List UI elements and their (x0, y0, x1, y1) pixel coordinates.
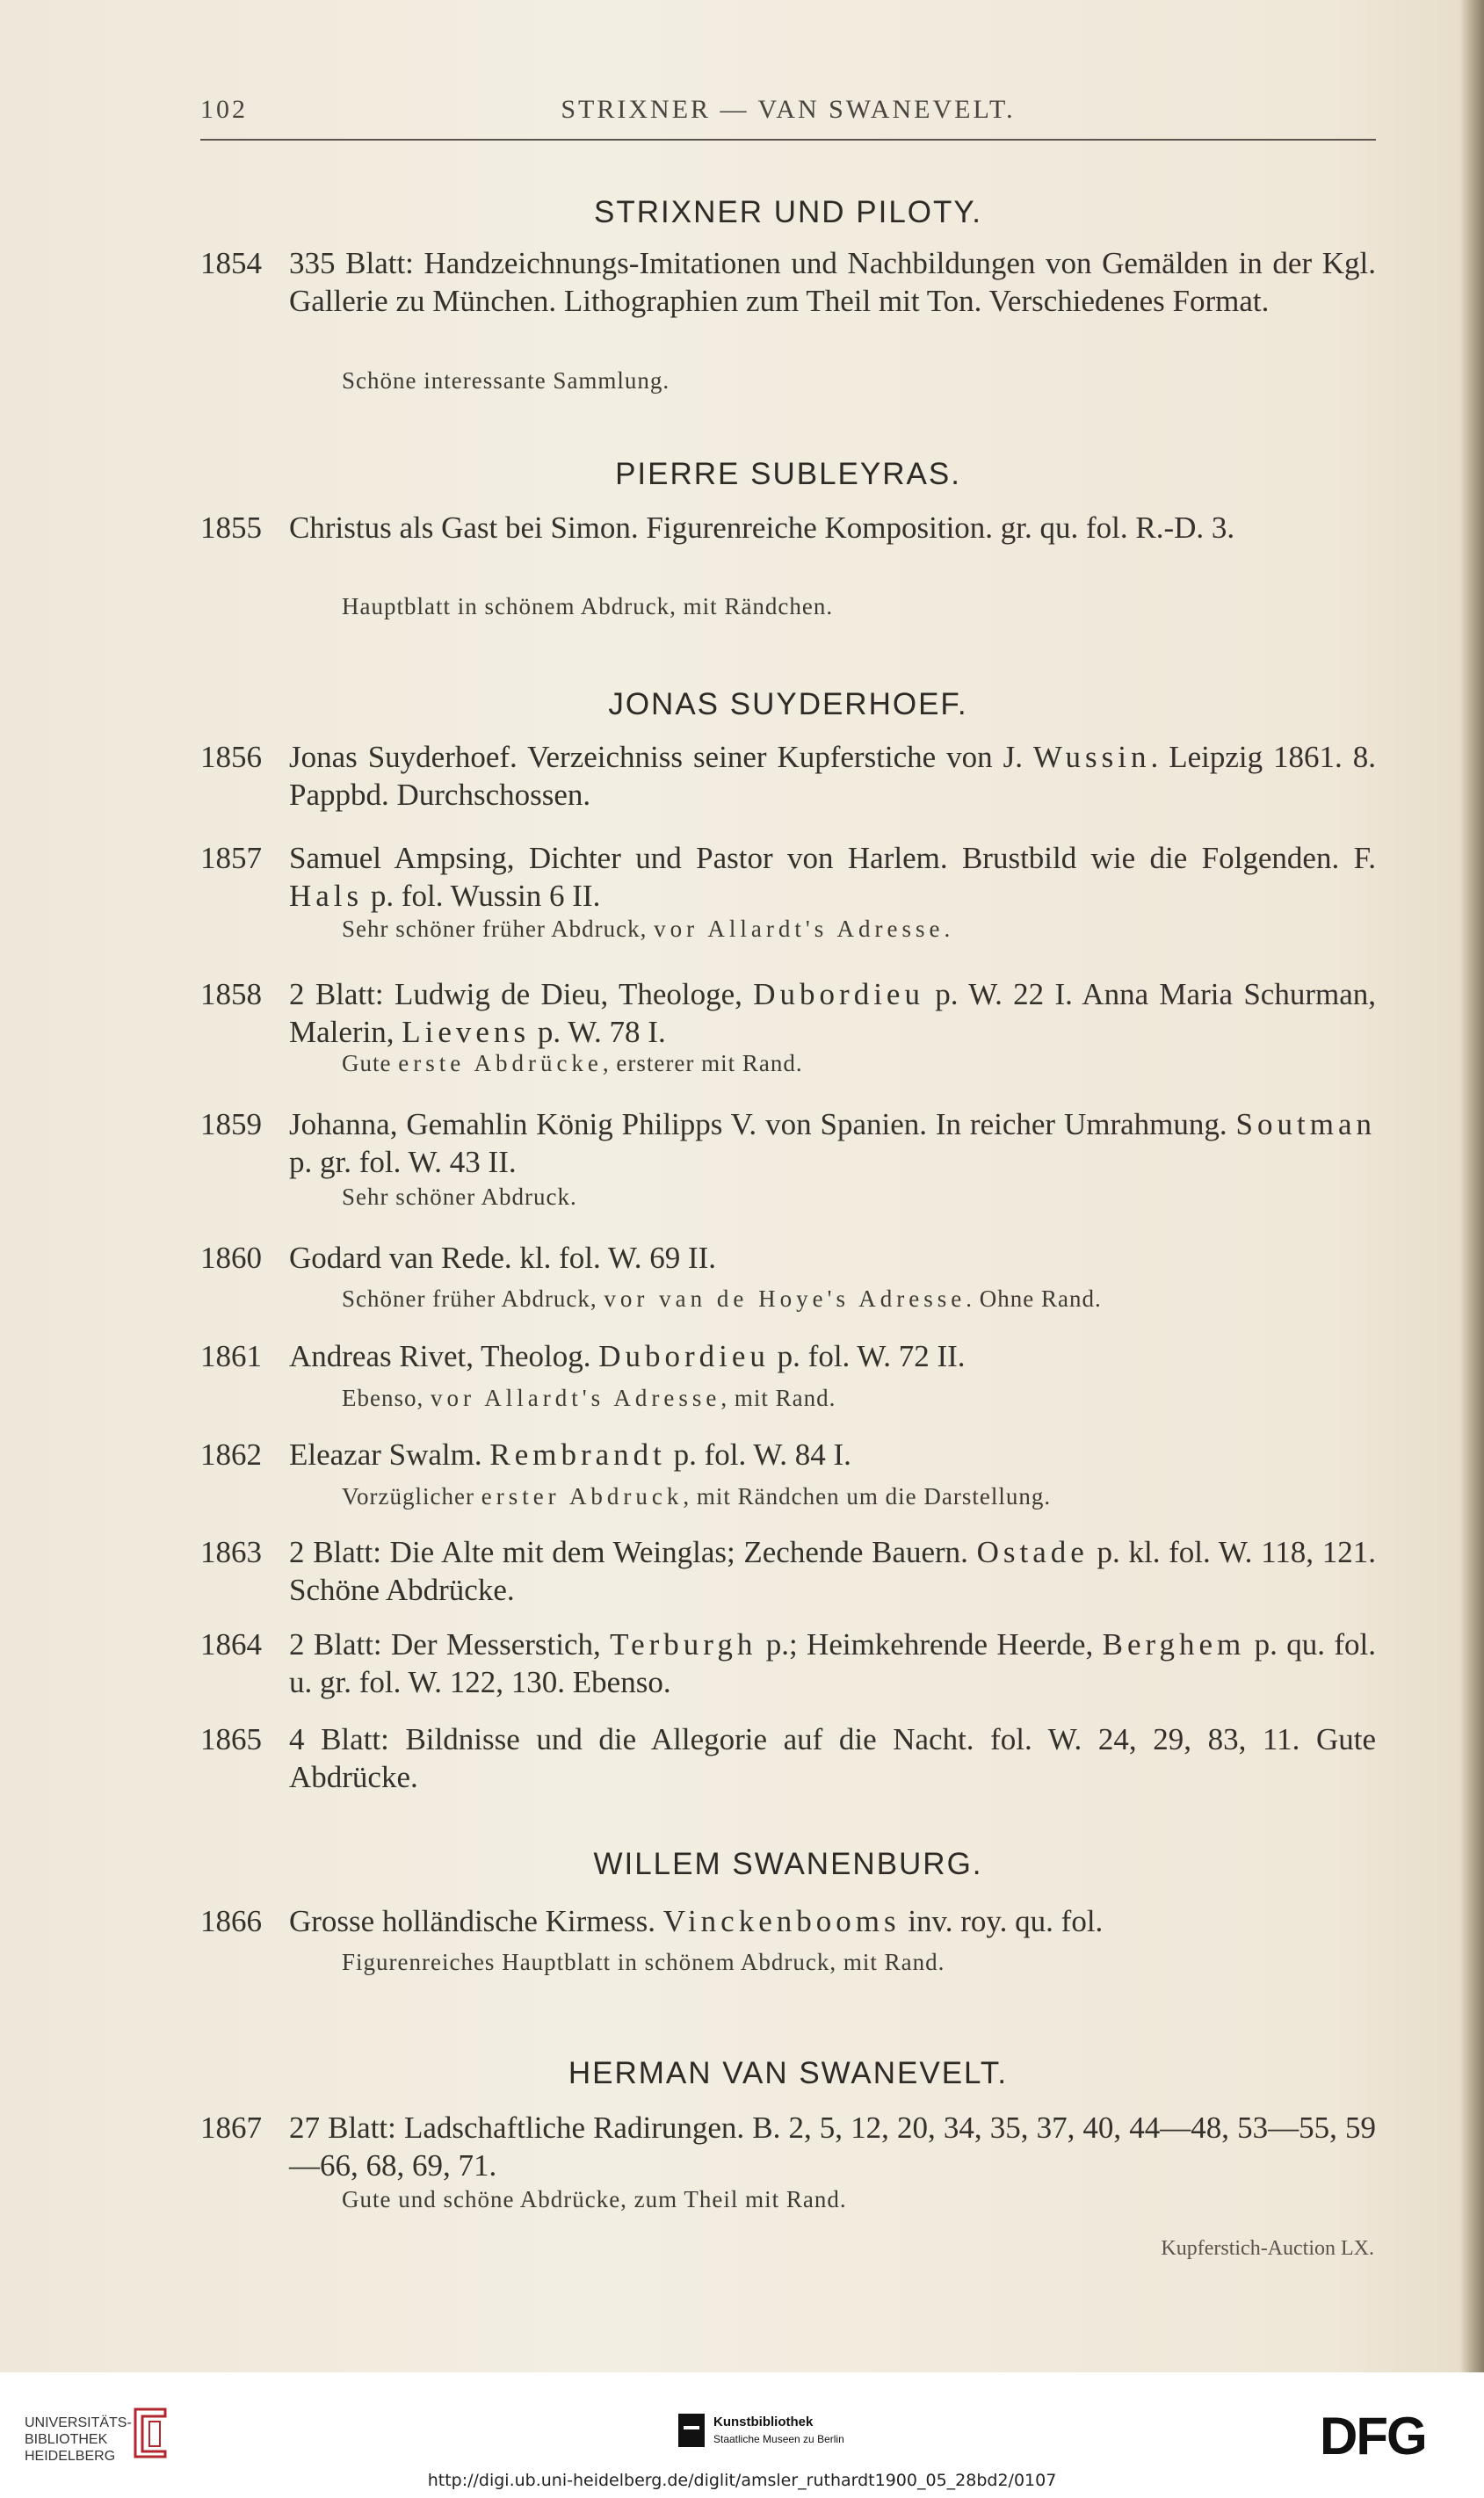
entry-note-1867: Gute und schöne Abdrücke, zum Theil mit Rand. (342, 2186, 847, 2212)
university-line: BIBLIOTHEK (25, 2432, 108, 2447)
entry-text: p. fol. Wussin 6 II. (363, 879, 601, 913)
entry-text: 2 Blatt: Die Alte mit dem Weinglas; Zechende Bauern. (289, 1535, 977, 1569)
entry-number: 1862 (200, 1437, 262, 1472)
section-heading-suyderhoef: JONAS SUYDERHOEF. (608, 687, 968, 721)
entry-note-1866: Figurenreiches Hauptblatt in schönem Abdruck, mit Rand. (342, 1949, 945, 1975)
entry-number: 1865 (200, 1722, 262, 1756)
entry-number: 1867 (200, 2111, 262, 2145)
kb-title: Kunstbibliothek (713, 2415, 814, 2429)
note-text: , mit Rändchen um die Darstellung. (683, 1483, 1052, 1510)
entry-text: p. fol. W. 84 I. (665, 1437, 851, 1472)
entry-text-spaced: Terburgh (610, 1627, 757, 1662)
entry-text: p. qu. fol. u. gr. fol. W. 122, 130. Ebenso. (289, 1627, 1377, 1699)
note-text-spaced: vor Allardt's Adresse (654, 916, 945, 942)
entry-text: p. gr. fol. W. 43 II. (289, 1145, 517, 1179)
entry-text-spaced: Berghem (1102, 1627, 1246, 1662)
entry-1854 (200, 244, 1376, 320)
page-edge-shadow (1459, 0, 1484, 2372)
entry-text: Jonas Suyderhoef. Verzeichniss seiner Kupferstiche von J. (289, 740, 1033, 774)
running-title: STRIXNER — VAN SWANEVELT. (561, 95, 1016, 124)
note-text: , mit Rand. (720, 1385, 836, 1411)
entry-text: Grosse holländische Kirmess. (289, 1904, 663, 1938)
entry-1855 (200, 509, 1376, 547)
kb-subtitle: Staatliche Museen zu Berlin (713, 2433, 844, 2445)
note-text-spaced: vor van de Hoye's Adresse (604, 1285, 966, 1312)
university-line: HEIDELBERG (25, 2449, 116, 2464)
entry-1867 (200, 2109, 1376, 2184)
entry-text: . Leipzig 1861. 8. Pappbd. Durchschossen. (289, 740, 1376, 812)
entry-1864 (200, 1626, 1376, 1701)
catalog-footnote: Kupferstich-Auction LX. (1161, 2237, 1374, 2260)
kunstbibliothek-logo-icon (678, 2414, 705, 2447)
entry-text: 2 Blatt: Ludwig de Dieu, Theologe, (289, 977, 754, 1011)
entry-text-spaced: Vinckenbooms (662, 1904, 901, 1938)
entry-1856 (200, 738, 1376, 814)
entry-number: 1854 (200, 246, 262, 280)
note-text-spaced: vor Allardt's Adresse (430, 1385, 721, 1411)
entry-note-1857 (342, 916, 1379, 943)
entry-number: 1858 (200, 977, 262, 1011)
entry-note-1859: Sehr schöner Abdruck. (342, 1184, 577, 1210)
entry-text-spaced: Dubordieu (598, 1339, 770, 1373)
note-text: Sehr schöner früher Abdruck, (342, 916, 655, 942)
page-number: 102 (200, 95, 248, 124)
entry-1859 (200, 1105, 1376, 1181)
header-rule (200, 139, 1376, 141)
university-line: UNIVERSITÄTS- (25, 2415, 132, 2430)
entry-1860 (200, 1239, 1376, 1277)
entry-1866 (200, 1902, 1376, 1940)
entry-text-spaced: Wussin (1032, 740, 1151, 774)
section-heading-swanevelt: HERMAN VAN SWANEVELT. (568, 2056, 1009, 2090)
note-text: , ersterer mit Rand. (602, 1050, 803, 1076)
entry-number: 1855 (200, 510, 262, 545)
entry-note-1855: Hauptblatt in schönem Abdruck, mit Rändchen. (342, 593, 834, 619)
entry-text-spaced: Soutman (1235, 1107, 1376, 1141)
dfg-logo: DFG (1320, 2407, 1426, 2465)
note-text: Vorzüglicher (342, 1483, 481, 1510)
note-text-spaced: erste Abdrücke (398, 1050, 603, 1076)
note-text: . (944, 916, 952, 942)
entry-note-1860 (342, 1285, 1379, 1313)
entry-text: 27 Blatt: Ladschaftliche Radirungen. B. 2, 5, 12, 20, 34, 35, 37, 40, 44—48, 53—55, 59—66, 68, 69, 71. (289, 2111, 1376, 2183)
university-library-label (25, 2415, 132, 2465)
entry-note-1862 (342, 1483, 1379, 1510)
entry-note-1854: Schöne interessante Sammlung. (342, 367, 670, 394)
section-heading-strixner: STRIXNER UND PILOTY. (594, 195, 982, 229)
entry-text: p. fol. W. 72 II. (769, 1339, 966, 1373)
entry-text: Eleazar Swalm. (289, 1437, 490, 1472)
kunstbibliothek-label (713, 2415, 844, 2445)
entry-text: p.; Heimkehrende Heerde, (756, 1627, 1103, 1662)
entry-text: 4 Blatt: Bildnisse und die Allegorie auf die Nacht. fol. W. 24, 29, 83, 11. Gute Abdrücke. (289, 1722, 1376, 1794)
section-heading-subleyras: PIERRE SUBLEYRAS. (615, 457, 961, 491)
note-text: Gute (342, 1050, 399, 1076)
entry-text: p. W. 78 I. (530, 1015, 666, 1049)
entry-text-spaced: Hals (289, 879, 364, 913)
source-url[interactable]: http://digi.ub.uni-heidelberg.de/diglit/amsler_ruthardt1900_05_28bd2/0107 (427, 2471, 1057, 2490)
entry-number: 1857 (200, 841, 262, 875)
entry-text: inv. roy. qu. fol. (900, 1904, 1104, 1938)
note-text: Schöner früher Abdruck, (342, 1285, 604, 1312)
entry-text: Godard van Rede. kl. fol. W. 69 II. (289, 1241, 717, 1275)
entry-1862 (200, 1436, 1376, 1473)
entry-number: 1859 (200, 1107, 262, 1141)
entry-1863 (200, 1533, 1376, 1609)
entry-text-spaced: Lievens (402, 1015, 531, 1049)
note-text-spaced: erster Abdruck (481, 1483, 684, 1510)
entry-text-spaced: Rembrandt (489, 1437, 666, 1472)
entry-number: 1864 (200, 1627, 262, 1662)
note-text: . Ohne Rand. (966, 1285, 1102, 1312)
entry-number: 1856 (200, 740, 262, 774)
note-text: Ebenso, (342, 1385, 431, 1411)
entry-text: p. kl. fol. W. 118, 121. Schöne Abdrücke. (289, 1535, 1376, 1607)
entry-note-1858 (342, 1050, 1379, 1077)
entry-text-spaced: Dubordieu (753, 977, 924, 1011)
entry-1858 (200, 975, 1376, 1051)
entry-text: p. W. 22 I. Anna Maria Schurman, Malerin, (289, 977, 1376, 1049)
entry-text: 335 Blatt: Handzeichnungs-Imitationen und Nachbildungen von Gemälden in der Kgl. Gallerie zu München. Lithographien zum Theil mit Ton. Verschiedenes Format. (289, 246, 1376, 318)
entry-text: Johanna, Gemahlin König Philipps V. von Spanien. In reicher Umrahmung. (289, 1107, 1236, 1141)
entry-1865 (200, 1720, 1376, 1796)
entry-text-spaced: Ostade (976, 1535, 1089, 1569)
entry-1857 (200, 839, 1376, 915)
entry-text: Christus als Gast bei Simon. Figurenreiche Komposition. gr. qu. fol. R.-D. 3. (289, 510, 1235, 545)
section-heading-swanenburg: WILLEM SWANENBURG. (593, 1847, 983, 1881)
entry-number: 1863 (200, 1535, 262, 1569)
entry-note-1861 (342, 1385, 1379, 1412)
entry-text: Samuel Ampsing, Dichter und Pastor von Harlem. Brustbild wie die Folgenden. F. (289, 841, 1376, 875)
entry-number: 1861 (200, 1339, 262, 1373)
university-logo-icon (130, 2406, 170, 2460)
entry-text: 2 Blatt: Der Messerstich, (289, 1627, 611, 1662)
entry-1861 (200, 1337, 1376, 1375)
entry-number: 1866 (200, 1904, 262, 1938)
entry-number: 1860 (200, 1241, 262, 1275)
entry-text: Andreas Rivet, Theolog. (289, 1339, 599, 1373)
